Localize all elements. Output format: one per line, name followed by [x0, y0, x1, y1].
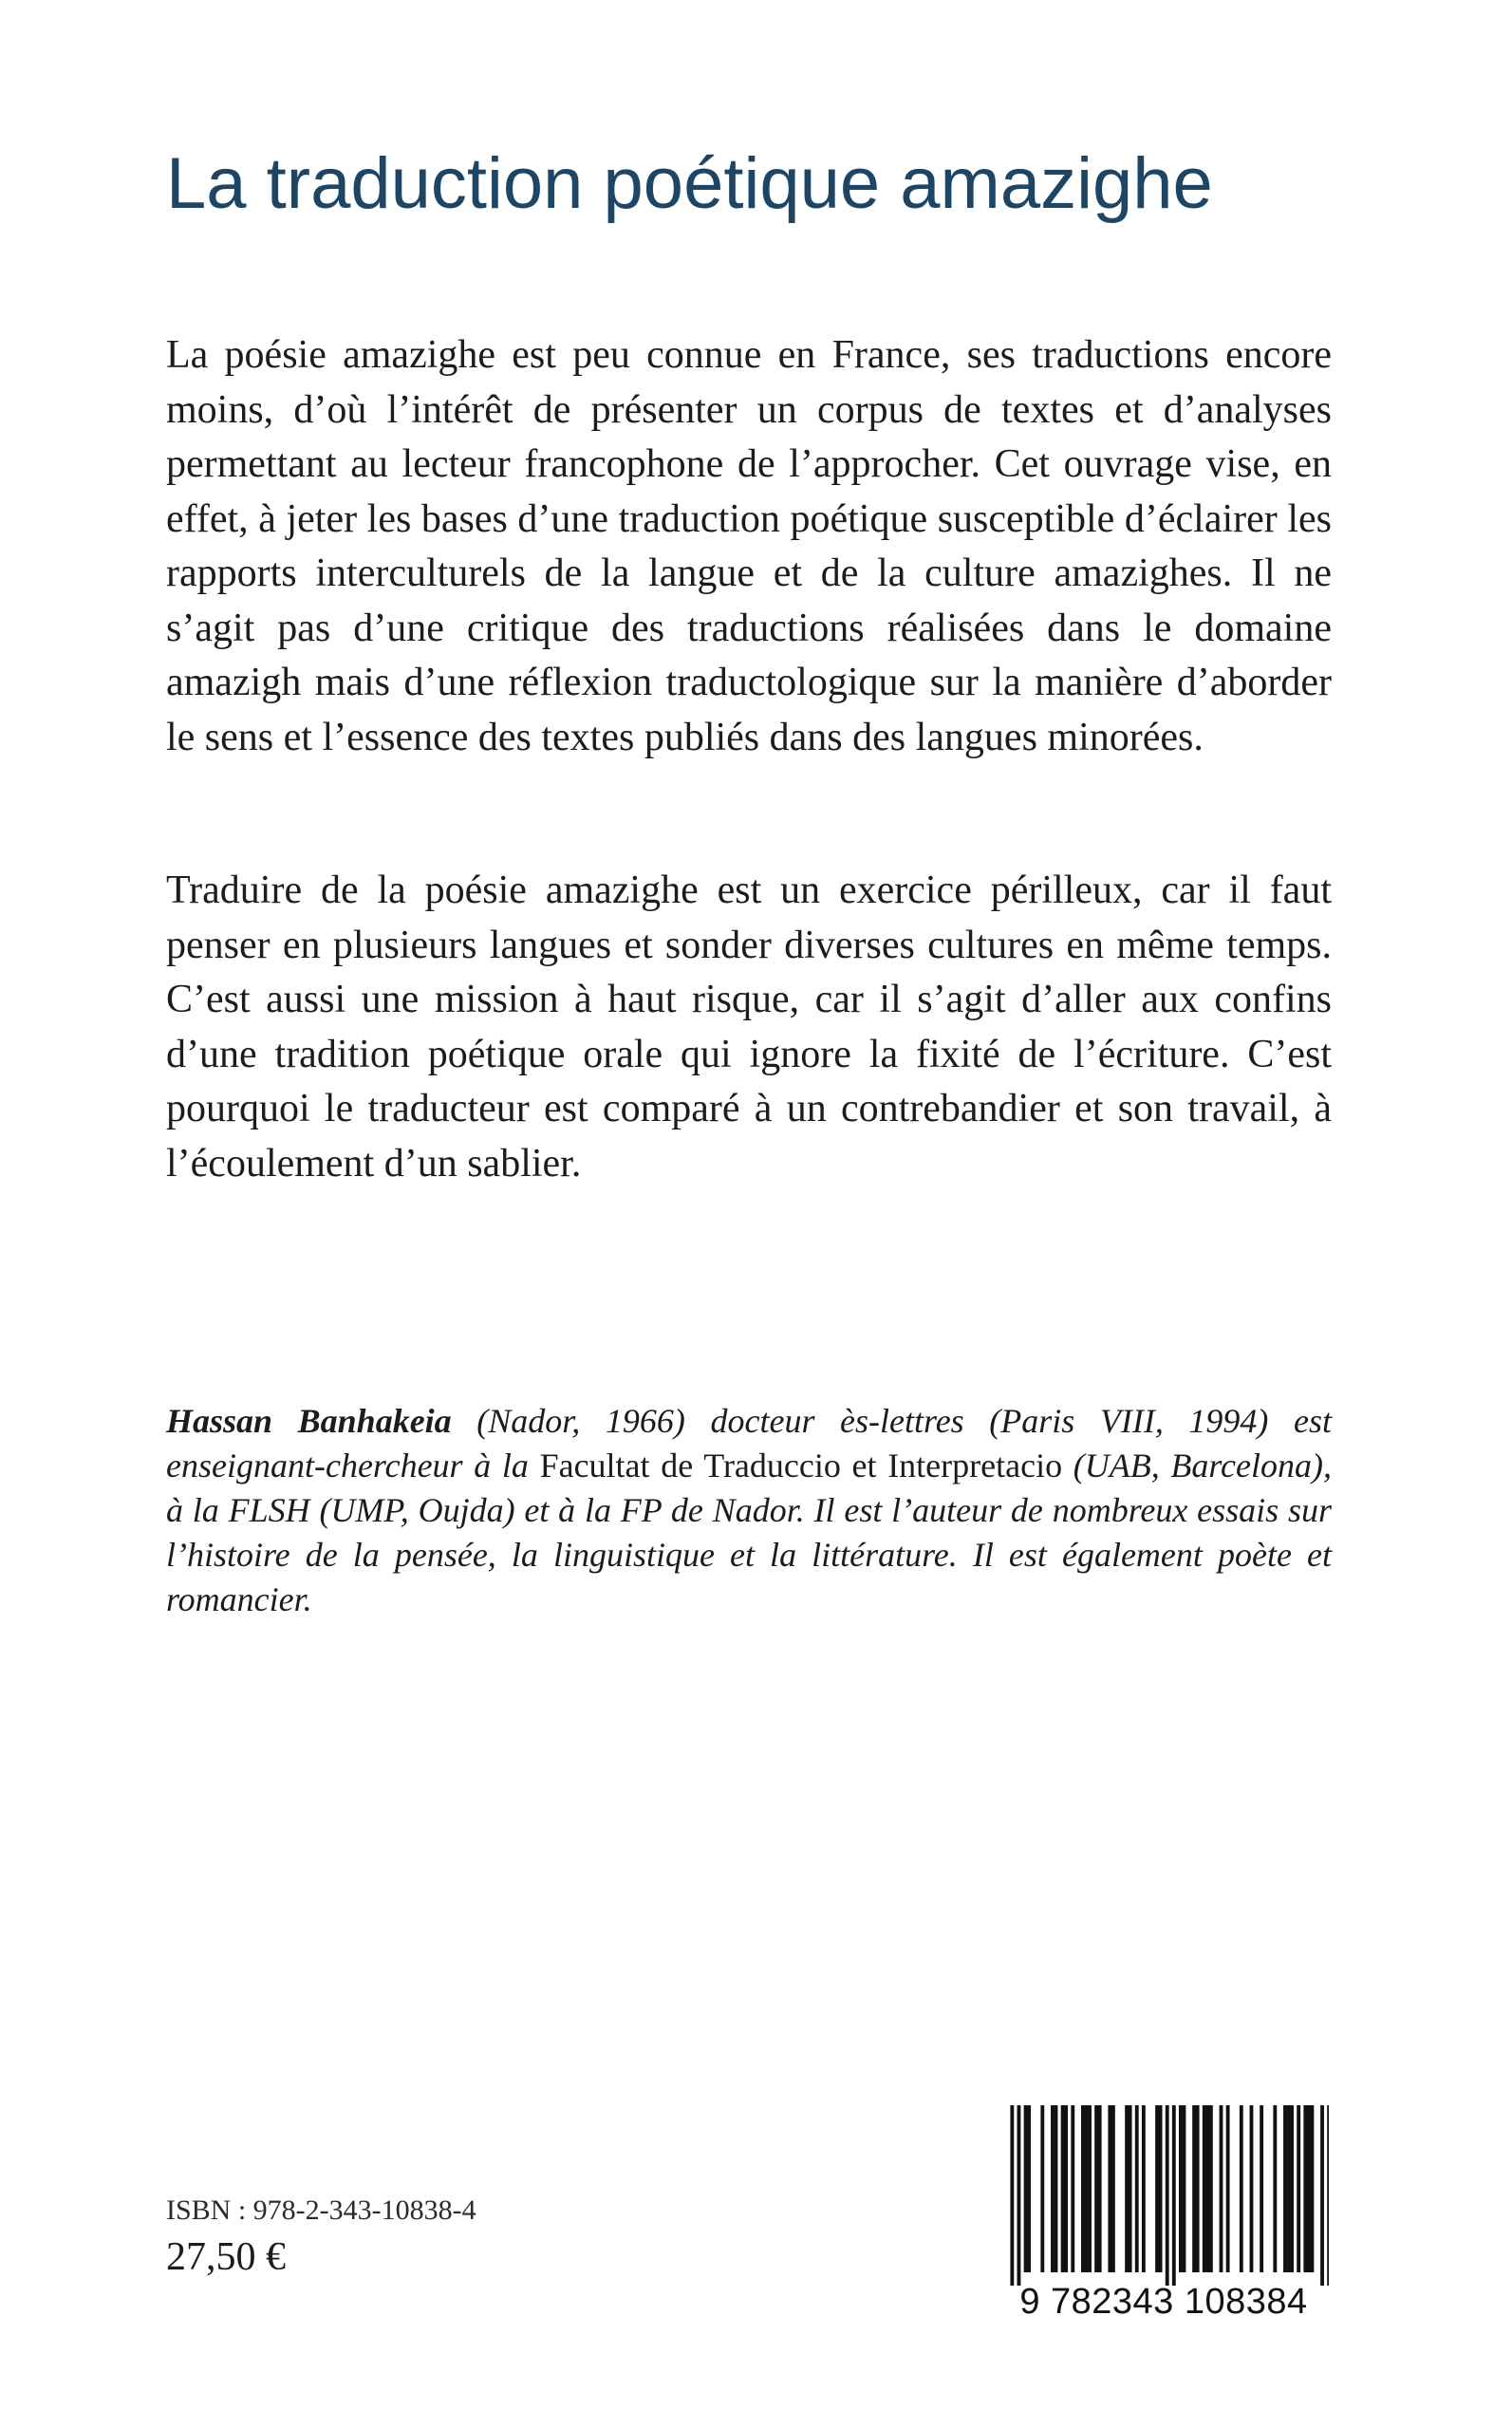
barcode-bar — [1088, 2105, 1092, 2272]
barcode-bar — [1055, 2105, 1058, 2272]
barcode-bar — [1250, 2105, 1254, 2272]
barcode-bar — [1240, 2105, 1243, 2272]
barcode-bar — [1327, 2105, 1329, 2286]
barcode-bar — [1320, 2105, 1324, 2286]
barcode-bar — [1196, 2105, 1200, 2272]
barcode-bar — [1226, 2105, 1230, 2272]
barcode-bar — [1051, 2105, 1055, 2272]
barcode-bar — [1203, 2105, 1206, 2272]
barcode-bar — [1209, 2105, 1213, 2272]
barcode-bar — [1183, 2105, 1186, 2272]
barcode-bar — [1017, 2105, 1021, 2286]
price-label: 27,50 € — [166, 2235, 286, 2279]
barcode-bar — [1027, 2105, 1031, 2272]
barcode-bar — [1310, 2105, 1314, 2272]
barcode-bar — [1283, 2105, 1287, 2272]
barcode-bar — [1081, 2105, 1085, 2272]
barcode-bar — [1166, 2105, 1169, 2286]
barcode-bar — [1142, 2105, 1146, 2272]
barcode-bar — [1094, 2105, 1098, 2272]
author-name: Hassan Banhakeia — [166, 1402, 452, 1440]
barcode-bar — [1192, 2105, 1196, 2272]
barcode-bar — [1159, 2105, 1163, 2272]
barcode-digits: 9 782343 108384 — [1019, 2282, 1308, 2322]
barcode-bar — [1303, 2105, 1307, 2272]
author-institution: Facultat de Traduccio et Interpretacio — [539, 1447, 1063, 1485]
barcode-bar — [1290, 2105, 1294, 2272]
barcode — [999, 2105, 1329, 2324]
barcode-bar — [1064, 2105, 1068, 2272]
barcode-bar — [1071, 2105, 1074, 2272]
barcode-bar — [1179, 2105, 1183, 2272]
barcode-bar — [1220, 2105, 1223, 2272]
barcode-bar — [1129, 2105, 1132, 2272]
blurb-paragraph-1: La poésie amazighe est peu connue en France, ses traductions encore moins, d’où l’intérêt de présenter un corpus de textes et d’analyses permettant au lecteur francophone de l’approcher. Cet ouvrage vise, en effet, à jeter les bases d’une traduction poétique susceptible d’éclairer les rapports interculturels de la langue et de la culture amazighes. Il ne s’agit pas d’une critique des traductions réalisées dans le domaine amazigh mais d’une réflexion traductologique sur la manière d’aborder le sens et l’essence des textes publiés dans des langues minorées. — [166, 333, 1332, 759]
barcode-bar — [1273, 2105, 1277, 2272]
barcode-bar — [1040, 2105, 1044, 2272]
barcode-bar — [1287, 2105, 1291, 2272]
barcode-bar — [1061, 2105, 1065, 2272]
isbn-label: ISBN : 978-2-343-10838-4 — [166, 2194, 476, 2226]
barcode-bar — [1125, 2105, 1129, 2272]
barcode-bar — [1307, 2105, 1311, 2272]
barcode-bar — [1172, 2105, 1176, 2286]
author-bio-part-1: (Nador, 1966) docteur ès-lettres (Paris VIII, 1994) est enseignant-chercheur à la — [166, 1402, 1332, 1485]
barcode-bar — [1260, 2105, 1263, 2272]
barcode-bar — [1098, 2105, 1102, 2272]
barcode-bar — [1111, 2105, 1115, 2272]
barcode-bars — [999, 2105, 1329, 2286]
barcode-bar — [1205, 2105, 1209, 2272]
author-bio-part-2: (UAB, Barcelona), à la FLSH (UMP, Oujda) et à la FP de Nador. Il est l’auteur de nombreux essais sur l’histoire de la pensée, la linguistique et la littérature. Il est également poète et romancier. — [166, 1447, 1332, 1618]
barcode-bar — [1085, 2105, 1089, 2272]
blurb-paragraph-2: Traduire de la poésie amazighe est un exercice périlleux, car il faut penser en plusieurs langues et sonder diverses cultures en même temps. C’est aussi une mission à haut risque, car il s’agit d’aller aux confins d’une tradition poétique orale qui ignore la fixité de l’écriture. C’est pourquoi le traducteur est comparé à un contrebandier et son travail, à l’écoulement d’un sablier. — [166, 868, 1332, 1186]
author-bio — [166, 1399, 1332, 1622]
barcode-bar — [1010, 2105, 1014, 2286]
barcode-bar — [1155, 2105, 1159, 2272]
barcode-bar — [1135, 2105, 1139, 2272]
barcode-bar — [1108, 2105, 1111, 2272]
barcode-bar — [1297, 2105, 1300, 2272]
book-title: La traduction poétique amazighe — [166, 143, 1213, 224]
barcode-bar — [1024, 2105, 1028, 2272]
